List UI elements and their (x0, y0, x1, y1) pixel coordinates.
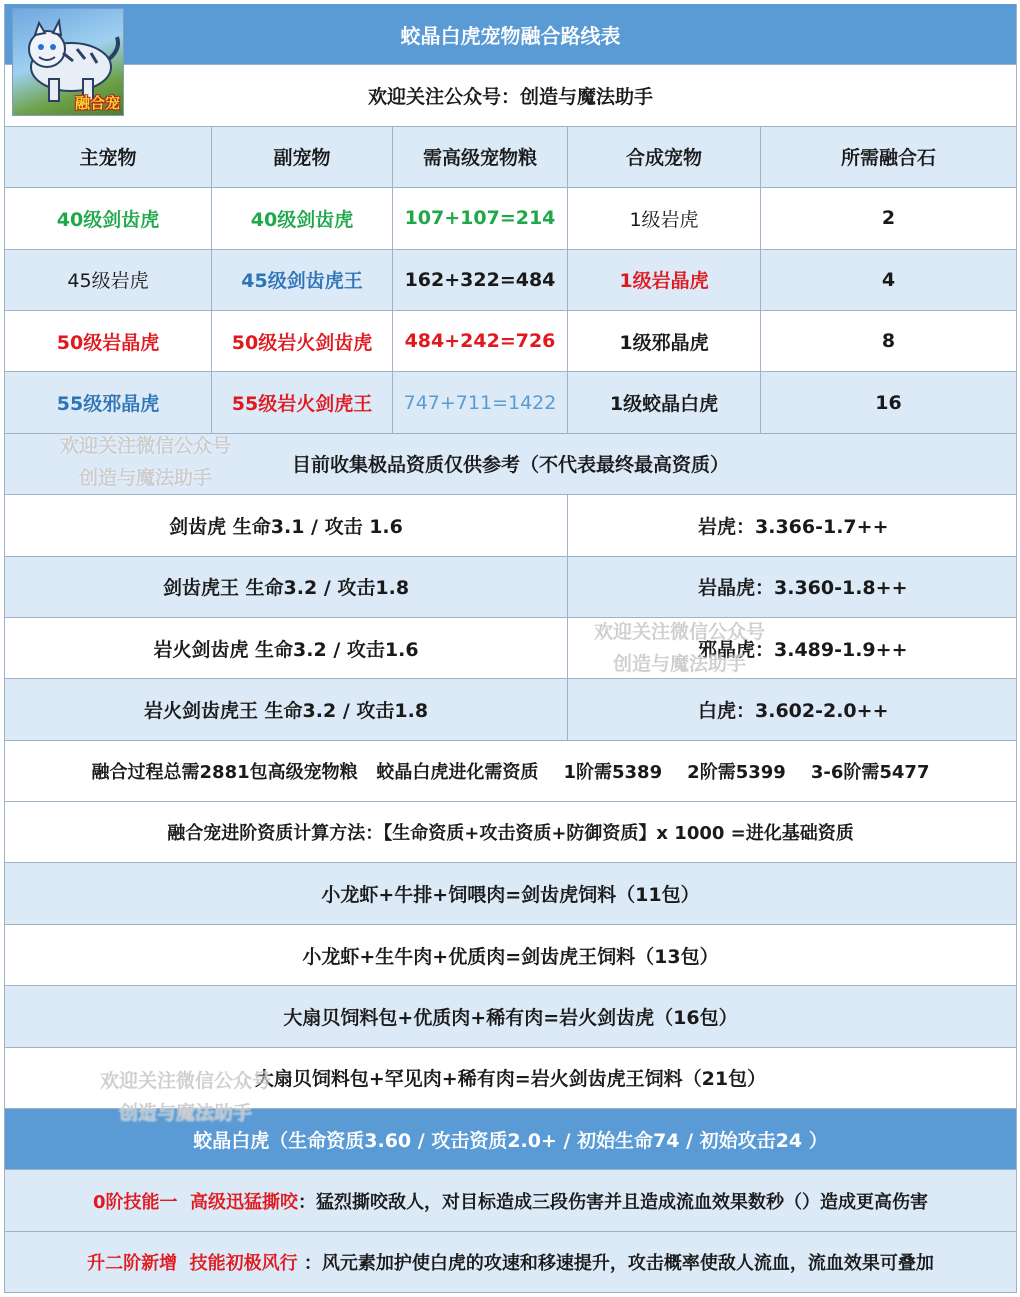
recipe-text: 大扇贝饲料包+罕见肉+稀有肉=岩火剑齿虎王饲料（21包） (254, 1068, 767, 1091)
totals-text: 融合过程总需2881包高级宠物粮 蛟晶白虎进化需资质 1阶需5389 2阶需5399 3-6阶需5477 (91, 761, 930, 783)
recipe-row (5, 925, 1016, 986)
stone-count: 2 (881, 207, 896, 230)
aptitude-note: 目前收集极品资质仅供参考（不代表最终最高资质） (291, 454, 729, 477)
watermark-line: 欢迎关注微信公众号 (594, 621, 766, 643)
stone-count: 4 (881, 268, 896, 291)
result-pet: 1级邪晶虎 (568, 311, 761, 371)
final-pet-row (5, 1109, 1016, 1170)
thumbnail-label: 融合宠 (74, 94, 120, 112)
food-amount: 107+107=214 (393, 188, 568, 248)
header-food: 需高级宠物粮 (393, 127, 568, 187)
aptitude-right: 邪晶虎：3.489-1.9++ (698, 638, 908, 661)
stone-count: 8 (881, 330, 896, 353)
sub-pet: 45级剑齿虎王 (212, 250, 393, 310)
header-sub-pet: 副宠物 (212, 127, 393, 187)
aptitude-left: 剑齿虎 生命3.1 / 攻击 1.6 (5, 495, 568, 555)
aptitude-row (5, 557, 1016, 618)
formula-text: 融合宠进阶资质计算方法：【生命资质+攻击资质+防御资质】x 1000 =进化基础资质 (167, 823, 854, 845)
skill-line (5, 1232, 1016, 1292)
aptitude-right: 岩晶虎：3.360-1.8++ (698, 577, 908, 600)
sub-pet: 50级岩火剑齿虎 (212, 311, 393, 371)
food-amount: 747+711=1422 (393, 372, 568, 432)
watermark-line: 创造与魔法助手 (613, 653, 747, 675)
skill-description: ：猛烈撕咬敌人，对目标造成三段伤害并且造成流血效果数秒（）造成更高伤害 (298, 1191, 929, 1213)
main-pet: 50级岩晶虎 (5, 311, 212, 371)
table-title: 蛟晶白虎宠物融合路线表 (400, 23, 621, 48)
sub-pet: 55级岩火剑虎王 (212, 372, 393, 432)
skill-line (5, 1170, 1016, 1230)
table-row (5, 188, 1016, 249)
title-row (5, 4, 1016, 65)
stone-count: 16 (875, 391, 902, 414)
recipe-text: 大扇贝饲料包+优质肉+稀有肉=岩火剑齿虎（16包） (283, 1006, 738, 1029)
result-pet: 1级蛟晶白虎 (568, 372, 761, 432)
recipe-row (5, 863, 1016, 924)
watermark-line: 欢迎关注微信公众号 (100, 1070, 272, 1092)
skill-label: 升二阶新增 技能初极风行 (87, 1253, 298, 1274)
food-amount: 484+242=726 (393, 311, 568, 371)
result-pet: 1级岩虎 (568, 188, 761, 248)
skill-row (5, 1232, 1016, 1293)
table-row (5, 372, 1016, 433)
header-stones: 所需融合石 (840, 147, 936, 170)
table-row (5, 250, 1016, 311)
aptitude-left: 剑齿虎王 生命3.2 / 攻击1.8 (5, 557, 568, 617)
skill-label: 0阶技能一 高级迅猛撕咬 (92, 1191, 299, 1213)
header-main-pet: 主宠物 (5, 127, 212, 187)
food-amount: 162+322=484 (393, 250, 568, 310)
aptitude-row (5, 679, 1016, 740)
totals-row (5, 741, 1016, 802)
aptitude-row (5, 495, 1016, 556)
main-pet: 55级邪晶虎 (5, 372, 212, 432)
header-row (5, 127, 1016, 188)
aptitude-left: 岩火剑齿虎 生命3.2 / 攻击1.6 (5, 618, 568, 678)
watermark-line: 创造与魔法助手 (79, 467, 213, 489)
aptitude-note-row (5, 434, 1016, 495)
recipe-row (5, 1048, 1016, 1109)
subtitle: 欢迎关注公众号：创造与魔法助手 (367, 86, 653, 109)
white-tiger-pet-icon (12, 8, 124, 116)
formula-row (5, 802, 1016, 863)
watermark-line: 创造与魔法助手 (119, 1102, 253, 1124)
recipe-row (5, 986, 1016, 1047)
aptitude-row (5, 618, 1016, 679)
main-pet: 45级岩虎 (5, 250, 212, 310)
watermark-line: 欢迎关注微信公众号 (60, 435, 232, 457)
header-result-pet: 合成宠物 (568, 127, 761, 187)
main-pet: 40级剑齿虎 (5, 188, 212, 248)
subtitle-row (5, 65, 1016, 126)
final-pet-stats: 蛟晶白虎（生命资质3.60 / 攻击资质2.0+ / 初始生命74 / 初始攻击24 ） (193, 1129, 828, 1152)
skill-row (5, 1170, 1016, 1231)
aptitude-right: 白虎：3.602-2.0++ (698, 699, 889, 722)
sub-pet: 40级剑齿虎 (212, 188, 393, 248)
aptitude-right: 岩虎：3.366-1.7++ (698, 515, 889, 538)
aptitude-left: 岩火剑齿虎王 生命3.2 / 攻击1.8 (5, 679, 568, 739)
fusion-route-table (4, 4, 1017, 1293)
result-pet: 1级岩晶虎 (568, 250, 761, 310)
recipe-text: 小龙虾+生牛肉+优质肉=剑齿虎王饲料（13包） (302, 945, 719, 968)
skill-description: ：风元素加护使白虎的攻速和移速提升，攻击概率使敌人流血，流血效果可叠加 (297, 1253, 934, 1274)
recipe-text: 小龙虾+牛排+饲喂肉=剑齿虎饲料（11包） (321, 884, 700, 907)
table-row (5, 311, 1016, 372)
